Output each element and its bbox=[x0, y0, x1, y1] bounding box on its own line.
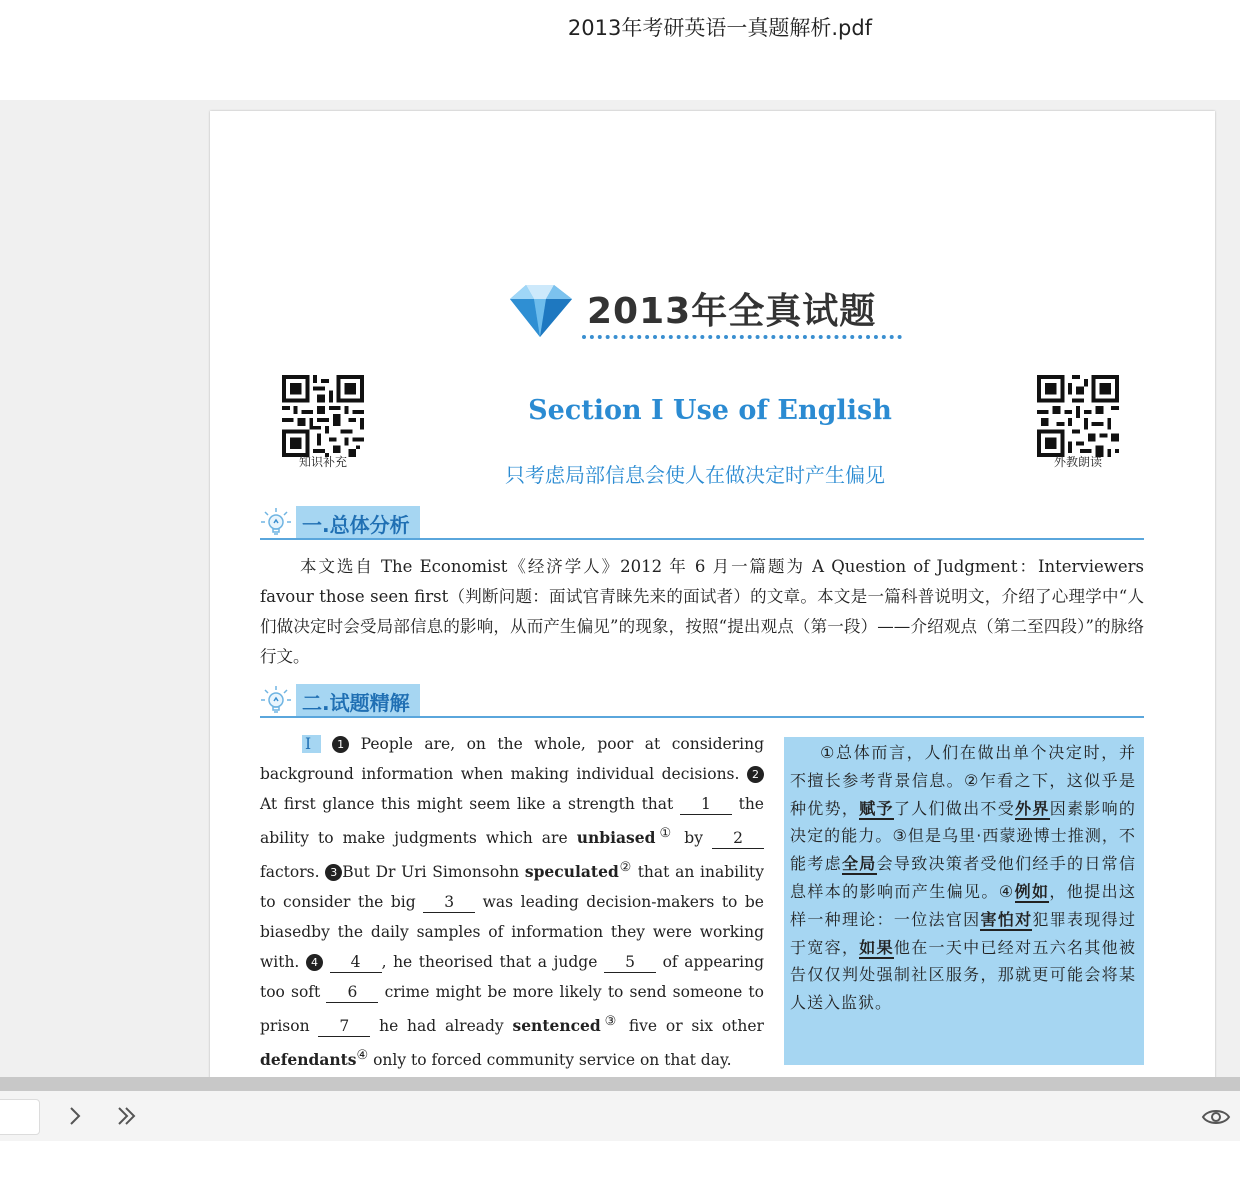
sentence-text: was leading decision-makers to be biasedby the daily samples of information they were working with. bbox=[260, 893, 764, 972]
heading-dotted-rule bbox=[582, 335, 902, 339]
translation-text: 犯罪表现得过于宽容， bbox=[790, 909, 1136, 957]
qr-code-left-icon bbox=[282, 375, 364, 457]
sentence-text: of appearing too soft bbox=[260, 953, 765, 1002]
cloze-blank: 2 bbox=[712, 828, 764, 849]
sentence-text: that an inability to consider the big bbox=[260, 863, 764, 912]
cloze-blank: 5 bbox=[604, 952, 656, 973]
section-label-overall: 一.总体分析 bbox=[296, 506, 420, 538]
translation-keyword: 害怕对 bbox=[980, 909, 1033, 929]
translation-keyword: 例如 bbox=[1014, 881, 1050, 901]
sentence-text: only to forced community service on that day. bbox=[373, 1051, 732, 1070]
vocab-word: defendants bbox=[260, 1050, 357, 1070]
sentence-text: the ability to make judgments which are bbox=[260, 795, 764, 848]
sentence-text: , he theorised that a judge bbox=[381, 953, 598, 972]
sentence-text: he had already bbox=[379, 1017, 504, 1036]
qr-right-label: 外教朗读 bbox=[1053, 455, 1102, 469]
qr-code-right-icon bbox=[1037, 375, 1119, 457]
footnote-marker: ④ bbox=[356, 1048, 369, 1064]
translation-text: ，他提出这样一种理论：一位法官因 bbox=[790, 881, 1136, 929]
translation-text: 因素影响的决定的能力。③但是乌里·西蒙逊博士推测，不能考虑 bbox=[790, 798, 1136, 874]
lightbulb-icon bbox=[260, 507, 292, 539]
lightbulb-icon bbox=[260, 685, 292, 717]
sentence-number: 3 bbox=[325, 864, 342, 881]
translation-text: 了人们做出不受 bbox=[893, 798, 1016, 818]
horizontal-scrollbar[interactable] bbox=[0, 1077, 1240, 1091]
footnote-marker: ② bbox=[618, 860, 632, 876]
intro-paragraph: 本文选自 The Economist《经济学人》2012 年 6 月一篇题为 A Question of Judgment：Interviewers favour those seen first（判断问题：面试官青睐先来的面试者）的文章。本文是一篇科普说明文，介绍了心理学中“人们做决定时会受局部信息的影响，从而产生偏见”的现象，按照“提出观点（第一段）——介绍观点（第二至四段）”的脉络行文。 bbox=[260, 557, 1144, 666]
chinese-translation bbox=[784, 737, 1144, 1065]
footnote-marker: ① bbox=[655, 826, 676, 841]
sentence-text: But Dr Uri Simonsohn bbox=[342, 863, 520, 882]
page-heading bbox=[500, 279, 920, 351]
section-label-detail: 二.试题精解 bbox=[296, 684, 420, 716]
english-passage bbox=[260, 729, 764, 1076]
footnote-marker: ③ bbox=[600, 1014, 621, 1030]
sentence-number: 4 bbox=[306, 954, 323, 971]
vocab-word: unbiased bbox=[576, 828, 656, 848]
pdf-viewer[interactable] bbox=[0, 100, 1240, 1077]
translation-keyword: 全局 bbox=[841, 854, 877, 874]
cloze-blank: 6 bbox=[326, 982, 378, 1003]
vocab-word: sentenced bbox=[512, 1016, 601, 1036]
cloze-blank: 3 bbox=[423, 892, 475, 913]
sentence-text: factors. bbox=[260, 863, 320, 882]
page-number-input[interactable] bbox=[0, 1099, 40, 1135]
sentence-number: 1 bbox=[332, 736, 349, 753]
eye-icon[interactable] bbox=[1201, 1105, 1231, 1129]
section-header-detail bbox=[260, 683, 1144, 719]
section-rule bbox=[260, 538, 1144, 540]
section-title: Section Ⅰ Use of English bbox=[528, 395, 892, 426]
bottom-toolbar bbox=[0, 1091, 1240, 1141]
heading-text: 2013年全真试题 bbox=[587, 291, 877, 332]
sentence-text: five or six other bbox=[628, 1017, 764, 1036]
cloze-blank: 4 bbox=[330, 952, 382, 973]
translation-text: 他在一天中已经对五六名其他被告仅仅判处强制社区服务，那就更可能会将某人送入监狱。 bbox=[790, 937, 1136, 1013]
vocab-word: speculated bbox=[524, 862, 619, 882]
paragraph-marker: Ⅰ bbox=[302, 735, 321, 753]
next-page-button[interactable] bbox=[60, 1101, 90, 1131]
title-bar bbox=[0, 0, 1240, 100]
sentence-text: People are, on the whole, poor at considering background information when making individual decisions. bbox=[260, 735, 764, 783]
pdf-page bbox=[210, 111, 1215, 1077]
cloze-blank: 1 bbox=[680, 794, 732, 815]
double-chevron-right-icon bbox=[112, 1101, 142, 1131]
chevron-right-icon bbox=[60, 1101, 90, 1131]
last-page-button[interactable] bbox=[112, 1101, 142, 1131]
sentence-text: At first glance this might seem like a strength that bbox=[260, 795, 674, 813]
section-header-overall bbox=[260, 505, 1144, 541]
sentence-number: 2 bbox=[747, 766, 764, 783]
sentence-text: crime might be more likely to send someone to prison bbox=[260, 983, 764, 1036]
translation-text: 会导致决策者受他们经手的日常信息样本的影响而产生偏见。④ bbox=[790, 854, 1136, 901]
translation-keyword: 如果 bbox=[859, 937, 894, 957]
window-title: 2013年考研英语一真题解析.pdf bbox=[567, 16, 873, 40]
diamond-icon bbox=[500, 279, 578, 341]
section-subtitle: 只考虑局部信息会使人在做决定时产生偏见 bbox=[505, 463, 885, 487]
qr-left-label: 知识补充 bbox=[298, 455, 347, 469]
sentence-text: by bbox=[684, 829, 703, 848]
translation-keyword: 赋予 bbox=[859, 798, 894, 818]
translation-keyword: 外界 bbox=[1015, 798, 1050, 818]
translation-text: ①总体而言，人们在做出单个决定时，并不擅长参考背景信息。②乍看之下，这似乎是种优势， bbox=[790, 743, 1136, 818]
section-rule bbox=[260, 716, 1144, 718]
cloze-blank: 7 bbox=[318, 1016, 370, 1037]
